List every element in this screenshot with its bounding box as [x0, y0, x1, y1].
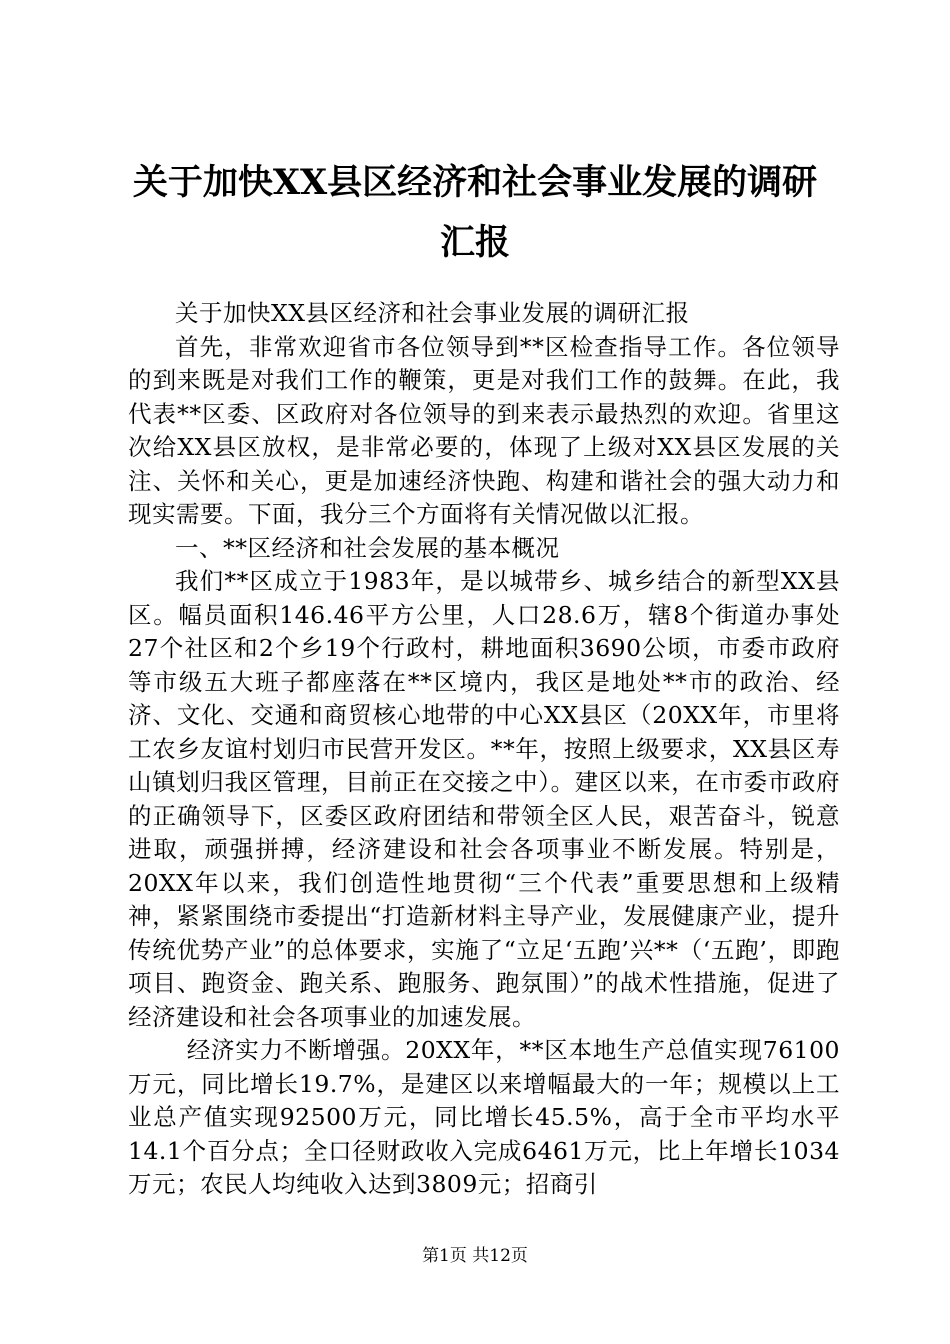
overview-paragraph: 我们**区成立于1983年，是以城带乡、城乡结合的新型XX县区。幅员面积146.46平方公里，人口28.6万，辖8个街道办事处27个社区和2个乡19个行政村，耕地面积3690公顷，市委市政府等市级五大班子都座落在**区境内，我区是地处**市的政治、经济、文化、交通和商贸核心地带的中心XX县区（20XX年，市里将工农乡友谊村划归市民营开发区。**年，按照上级要求，XX县区寿山镇划归我区管理，目前正在交接之中）。建区以来，在市委市政府的正确领导下，区委区政府团结和带领全区人民，艰苦奋斗，锐意进取，顽强拼搏，经济建设和社会各项事业不断发展。特别是，20XX年以来，我们创造性地贯彻“三个代表”重要思想和上级精神，紧紧围绕市委提出“打造新材料主导产业，发展健康产业，提升传统优势产业”的总体要求，实施了“立足‘五跑’兴**（‘五跑’，即跑项目、跑资金、跑关系、跑服务、跑氛围）”的战术性措施，促进了经济建设和社会各项事业的加速发展。 [128, 567, 840, 1031]
subtitle-paragraph: 关于加快XX县区经济和社会事业发展的调研汇报 [175, 299, 690, 327]
page-footer: 第1页 共12页 [422, 1246, 528, 1266]
document-title-line2: 汇报 [439, 222, 510, 263]
section-heading: 一、**区经济和社会发展的基本概况 [175, 533, 560, 562]
intro-paragraph: 首先，非常欢迎省市各位领导到**区检查指导工作。各位领导的到来既是对我们工作的鞭策，更是对我们工作的鼓舞。在此，我代表**区委、区政府对各位领导的到来表示最热烈的欢迎。省里这次给XX县区放权，是非常必要的，体现了上级对XX县区发展的关注、关怀和关心，更是加速经济快跑、构建和谐社会的强大动力和现实需要。下面，我分三个方面将有关情况做以汇报。 [128, 332, 840, 528]
document-title-line1: 关于加快XX县区经济和社会事业发展的调研 [132, 162, 818, 203]
economy-paragraph: 经济实力不断增强。20XX年，**区本地生产总值实现76100万元，同比增长19.7%，是建区以来增幅最大的一年；规模以上工业总产值实现92500万元，同比增长45.5%，高于全市平均水平14.1个百分点；全口径财政收入完成6461万元，比上年增长1034万元；农民人均纯收入达到3809元；招商引 [128, 1036, 840, 1198]
document-body [128, 297, 840, 1202]
